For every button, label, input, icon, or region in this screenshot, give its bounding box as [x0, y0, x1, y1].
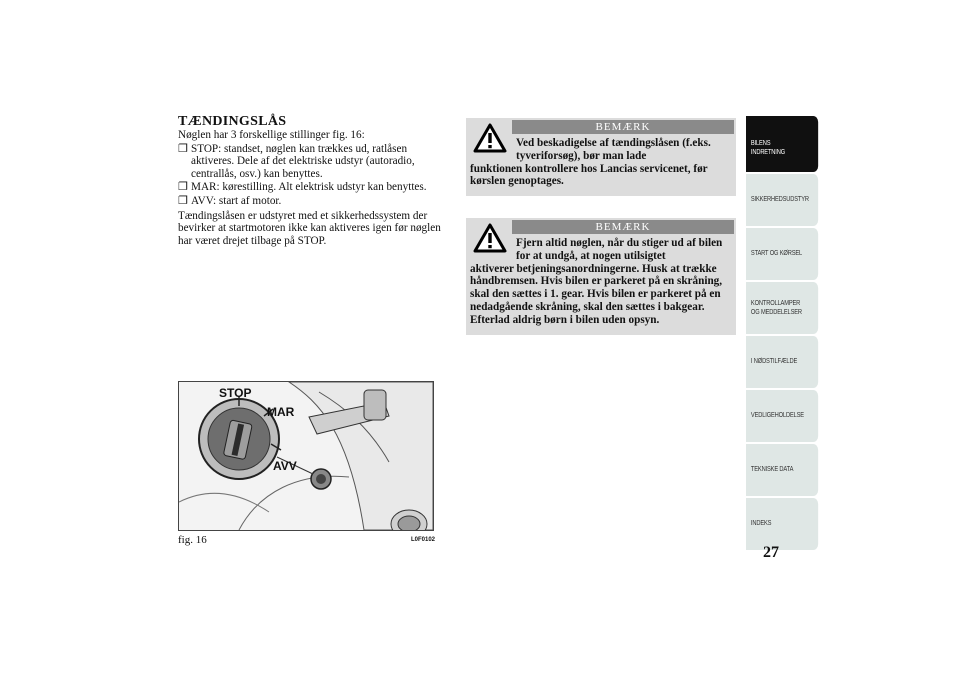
list-item-text: MAR: kørestilling. Alt elektrisk udstyr kan benyttes.: [191, 181, 427, 194]
chapter-sidebar: [746, 116, 819, 552]
list-item-text: STOP: standset, nøglen kan trækkes ud, ratlåsen aktiveres. Dele af det elektriske udstyr (autoradio, centrallås, osv.) kan benyttes.: [191, 142, 415, 180]
note-header: BEMÆRK: [512, 120, 734, 134]
tab-i-nodstilfaelde[interactable]: [746, 336, 818, 388]
figure-caption: fig. 16: [178, 534, 207, 546]
list-item: [178, 195, 452, 208]
list-item: [178, 143, 452, 181]
mar-label: MAR: [267, 405, 295, 419]
tab-kontrollamper[interactable]: [746, 282, 818, 334]
note-box: [466, 218, 736, 335]
list-item-text: AVV: start af motor.: [191, 194, 282, 207]
page-number: 27: [763, 544, 779, 561]
tab-indeks[interactable]: [746, 498, 818, 550]
warning-triangle-icon: [473, 123, 507, 153]
tab-bilens-indretning[interactable]: [746, 116, 818, 172]
note-header: BEMÆRK: [512, 220, 734, 234]
ignition-illustration: [179, 382, 433, 530]
main-text-column: [178, 114, 452, 247]
checkbox-bullet-icon: ❐: [178, 194, 188, 207]
warning-triangle-icon: [473, 223, 507, 253]
tab-sikkerhedsudstyr[interactable]: [746, 174, 818, 226]
tab-start-og-korsel[interactable]: [746, 228, 818, 280]
tab-label: START OG KØRSEL: [750, 250, 803, 257]
avv-label: AVV: [273, 459, 297, 473]
intro-text: Nøglen har 3 forskellige stillinger fig. 16:: [178, 129, 365, 141]
checkbox-bullet-icon: ❐: [178, 142, 188, 155]
note-text-rest: aktiverer betjeningsanordningerne. Husk at trække håndbremsen. Hvis bilen er parkeret på en skråning, skal den sættes i 1. gear. Hvis bilen er parkeret på en nedadgående skråning, skal den sættes i bakgear. Efterlad aldrig børn i bilen uden opsyn.: [470, 262, 723, 326]
tab-tekniske-data[interactable]: [746, 444, 818, 496]
section-title: TÆNDINGSLÅS: [178, 114, 287, 129]
list-item: [178, 181, 452, 194]
tab-label: VEDLIGEHOLDELSE: [750, 412, 804, 419]
tab-label: TEKNISKE DATA: [750, 466, 794, 473]
note-text-first: Fjern altid nøglen, når du stiger ud af bilen for at undgå, at nogen utilsigtet: [516, 237, 723, 262]
tab-label: I NØDSTILFÆLDE: [750, 358, 798, 365]
tab-label: BILENS: [750, 140, 771, 147]
figure-code: L0F0102: [411, 537, 436, 543]
checkbox-bullet-icon: ❐: [178, 181, 188, 194]
ignition-switch-figure: [178, 381, 434, 531]
tab-label-line2: OG MEDDELELSER: [750, 308, 802, 316]
body-paragraph: Tændingslåsen er udstyret med et sikkerhedssystem der bevirker at startmotoren ikke kan aktiveres igen før nøglen har været drejet tilbage på STOP.: [178, 209, 441, 247]
tab-label: INDEKS: [750, 520, 772, 527]
tab-label-line2: INDRETNING: [750, 148, 786, 156]
tab-label: KONTROLLAMPER: [750, 300, 801, 307]
note-text-rest: funktionen kontrollere hos Lancias servicenet, før kørslen genoptages.: [470, 162, 708, 188]
tab-vedligeholdelse[interactable]: [746, 390, 818, 442]
tab-label: SIKKERHEDSUDSTYR: [750, 196, 809, 203]
note-text-first: Ved beskadigelse af tændingslåsen (f.eks. tyveriforsøg), bør man lade: [516, 137, 711, 162]
note-box: [466, 118, 736, 196]
stop-label: STOP: [219, 386, 252, 400]
